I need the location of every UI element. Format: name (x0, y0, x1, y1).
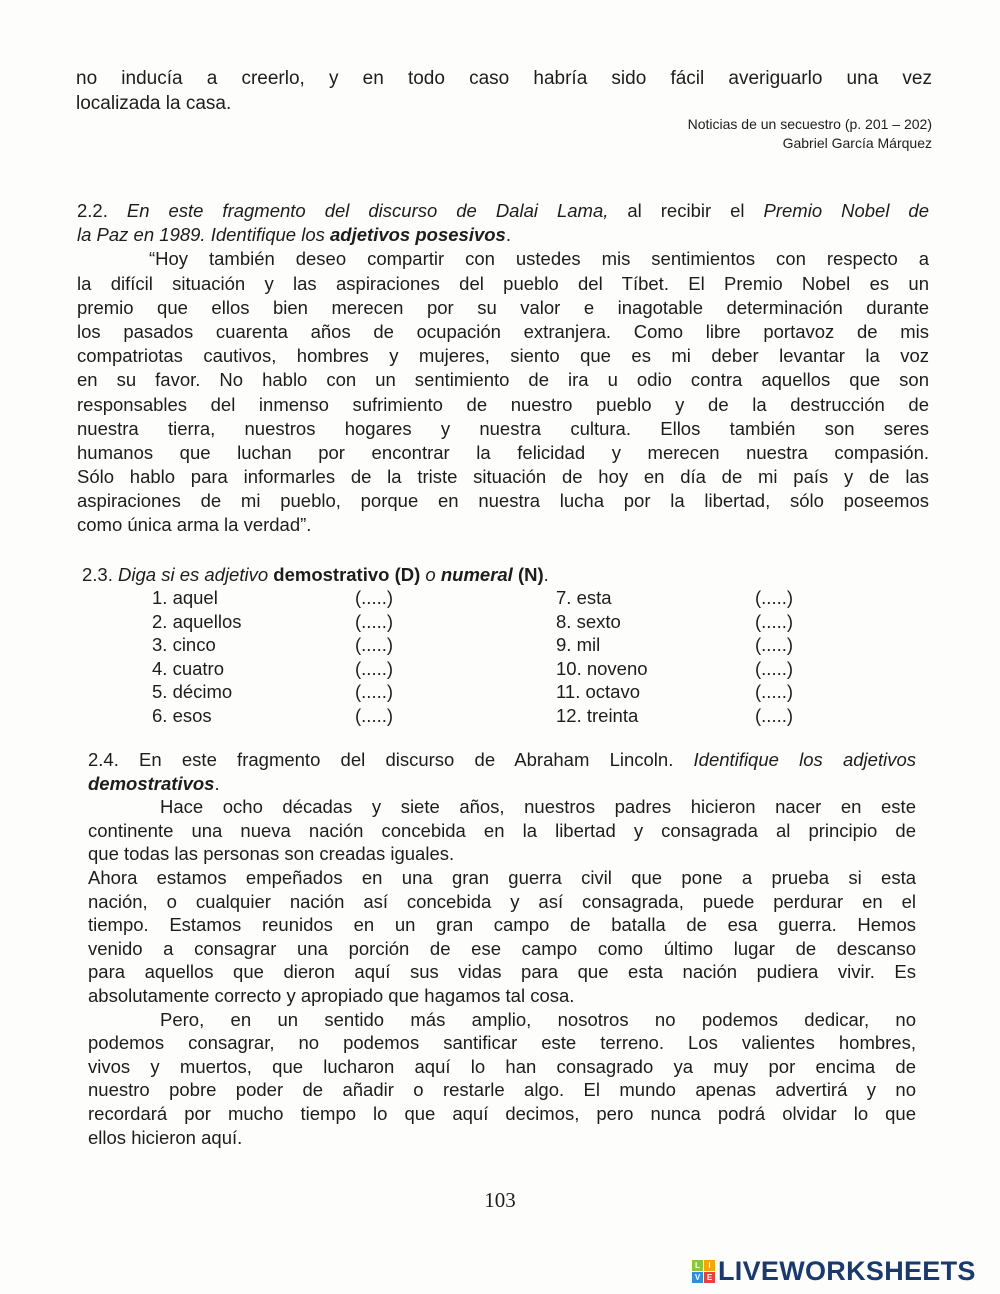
text-line (77, 344, 929, 368)
text-run: (N) (512, 564, 544, 585)
text-run: compatriotas cautivos, hombres y mujeres, siento que es mi deber levantar la voz (77, 345, 929, 367)
text-run: Identifique los adjetivos (693, 749, 916, 770)
text-run: o (425, 564, 441, 585)
text-run: en su favor. No hablo con un sentimiento de ira u odio contra aquellos que son (77, 369, 929, 391)
text-run: como única arma la verdad”. (77, 514, 312, 536)
text-run: podemos consagrar, no podemos santificar este terreno. Los valientes hombres, (88, 1032, 916, 1054)
logo-letter: I (704, 1260, 715, 1271)
word-item: 8. sexto (556, 610, 621, 632)
logo-letter: V (692, 1272, 703, 1283)
text-run: la difícil situación y las aspiraciones del pueblo del Tíbet. El Premio Nobel es un (77, 272, 929, 294)
word-item: 6. esos (152, 704, 212, 726)
text-run: continente una nueva nación concebida en la libertad y consagrada al principio de (88, 819, 916, 841)
text-run: responsables del inmenso sufrimiento de nuestro pueblo y de la destrucción de (77, 393, 929, 415)
answer-blank[interactable]: (.....) (755, 587, 794, 608)
word-item: 5. décimo (152, 681, 233, 702)
text-run: Pero, en un sentido más amplio, nosotros no podemos dedicar, no (160, 1008, 916, 1030)
text-line (88, 1126, 916, 1150)
logo-letter: L (692, 1260, 703, 1271)
text-run: nuestro pobre poder de añadir o restarle algo. El mundo apenas advertirá y no (88, 1079, 916, 1101)
text-line (88, 984, 916, 1008)
text-line (88, 866, 916, 890)
text-run: numeral (440, 564, 513, 585)
text-run: En este fragmento del discurso de Dalai Lama, (126, 200, 609, 221)
answer-blank[interactable]: (.....) (355, 634, 394, 655)
text-run: ellos hicieron aquí. (88, 1126, 243, 1148)
text-run: que todas las personas son creadas iguales. (88, 843, 455, 865)
answer-blank[interactable]: (.....) (355, 587, 394, 608)
answer-blank[interactable]: (.....) (755, 681, 794, 702)
text-line (77, 368, 929, 392)
text-run: localizada la casa. (76, 93, 232, 114)
text-line (88, 1031, 916, 1055)
text-line (688, 115, 932, 134)
text-line (88, 1008, 916, 1032)
answer-blank[interactable]: (.....) (355, 681, 394, 702)
text-run: no inducía a creerlo, y en todo caso habría sido fácil averiguarlo una vez (76, 68, 932, 89)
word-item: 4. cuatro (152, 657, 224, 679)
exercise-2-2 (77, 199, 929, 538)
text-run: recordará por mucho tiempo lo que aquí decimos, pero nunca podrá olvidar lo que (88, 1102, 916, 1124)
text-line (77, 247, 929, 271)
text-run: . (214, 772, 220, 794)
text-run: demostrativo (273, 564, 390, 585)
text-line (77, 296, 929, 320)
exercise-2-4 (88, 748, 916, 1149)
text-run: 2.4. En este fragmento del discurso de Abraham Lincoln. (88, 749, 694, 770)
text-run: . (505, 224, 511, 246)
text-run: (D) (389, 564, 426, 585)
answer-blank[interactable]: (.....) (355, 657, 394, 679)
answer-blank[interactable]: (.....) (355, 704, 394, 726)
text-line (88, 1078, 916, 1102)
text-run: Sólo hablo para informarles de la triste situación de hoy en día de mi país y de las (77, 466, 929, 488)
text-line (88, 890, 916, 914)
text-line (77, 513, 929, 537)
text-line (77, 489, 929, 513)
text-line (88, 960, 916, 984)
word-item: 1. aquel (152, 587, 218, 608)
text-run: Ahora estamos empeñados en una gran guerra civil que pone a prueba si esta (88, 866, 916, 888)
citation (688, 115, 932, 153)
text-run: . (543, 564, 549, 585)
word-item: 9. mil (556, 634, 601, 655)
text-run: Premio Nobel de (763, 200, 929, 221)
text-line (88, 772, 916, 796)
word-item: 11. octavo (556, 681, 640, 702)
text-run: Hace ocho décadas y siete años, nuestros padres hicieron nacer en este (160, 796, 916, 818)
text-run: nuestra tierra, nuestros hogares y nuestra cultura. Ellos también son seres (77, 417, 929, 439)
text-run: al recibir el (608, 200, 764, 221)
text-run: tiempo. Estamos reunidos en un gran campo de batalla de esa guerra. Hemos (88, 914, 916, 936)
word-item: 3. cinco (152, 634, 216, 655)
logo-text: LIVEWORKSHEETS (718, 1256, 976, 1286)
text-run: la Paz en 1989. Identifique los (77, 224, 331, 246)
text-run: Gabriel García Márquez (782, 135, 932, 151)
logo-icon (692, 1260, 715, 1283)
text-line (688, 134, 932, 153)
text-line (76, 91, 932, 116)
answer-blank[interactable]: (.....) (755, 634, 794, 655)
liveworksheets-logo (692, 1256, 976, 1287)
text-line (88, 937, 916, 961)
text-run: absolutamente correcto y apropiado que hagamos tal cosa. (88, 984, 575, 1006)
logo-letter: E (704, 1272, 715, 1283)
text-line (88, 1055, 916, 1079)
answer-blank[interactable]: (.....) (755, 610, 794, 632)
text-line (77, 393, 929, 417)
closing-paragraph (76, 66, 932, 116)
answer-blank[interactable]: (.....) (355, 610, 394, 632)
text-line (77, 417, 929, 441)
text-run: Diga si es adjetivo (118, 564, 274, 585)
text-line (88, 913, 916, 937)
text-line (77, 441, 929, 465)
answer-blank[interactable]: (.....) (755, 657, 794, 679)
text-run: humanos que luchan por encontrar la felicidad y merecen nuestra compasión. (77, 441, 929, 463)
text-run: demostrativos (88, 772, 215, 794)
text-run: premio que ellos bien merecen por su valor e inagotable determinación durante (77, 296, 929, 318)
text-run: adjetivos posesivos (330, 224, 506, 246)
text-line (88, 795, 916, 819)
text-line (77, 199, 929, 223)
text-line (88, 1102, 916, 1126)
word-item: 10. noveno (556, 657, 648, 679)
text-line (77, 272, 929, 296)
text-line (77, 320, 929, 344)
word-item: 7. esta (556, 587, 612, 608)
text-run: nación, o cualquier nación así concebida y así consagrada, puede perdurar en el (88, 890, 916, 912)
text-run: vivos y muertos, que lucharon aquí lo han consagrado ya muy por encima de (88, 1055, 916, 1077)
text-run: aspiraciones de mi pueblo, porque en nuestra lucha por la libertad, sólo poseemos (77, 490, 929, 512)
text-line (88, 842, 916, 866)
text-run: 2.3. (82, 564, 118, 585)
page-number: 103 (484, 1188, 516, 1212)
word-item: 2. aquellos (152, 610, 242, 632)
answer-blank[interactable]: (.....) (755, 704, 794, 726)
text-line (76, 66, 932, 91)
text-line (77, 465, 929, 489)
text-line (77, 223, 929, 247)
text-line (88, 748, 916, 772)
text-run: Noticias de un secuestro (p. 201 – 202) (687, 116, 932, 132)
text-run: “Hoy también deseo compartir con ustedes mis sentimientos con respecto a (149, 248, 929, 270)
text-run: 2.2. (77, 200, 127, 221)
word-item: 12. treinta (556, 704, 639, 726)
text-run: para aquellos que dieron aquí sus vidas para que esta nación pudiera vivir. Es (88, 961, 916, 983)
text-run: los pasados cuarenta años de ocupación extranjera. Como libre portavoz de mis (77, 320, 929, 342)
exercise-2-3-header (82, 563, 549, 587)
text-line (88, 819, 916, 843)
text-run: venido a consagrar una porción de ese campo como último lugar de descanso (88, 937, 916, 959)
